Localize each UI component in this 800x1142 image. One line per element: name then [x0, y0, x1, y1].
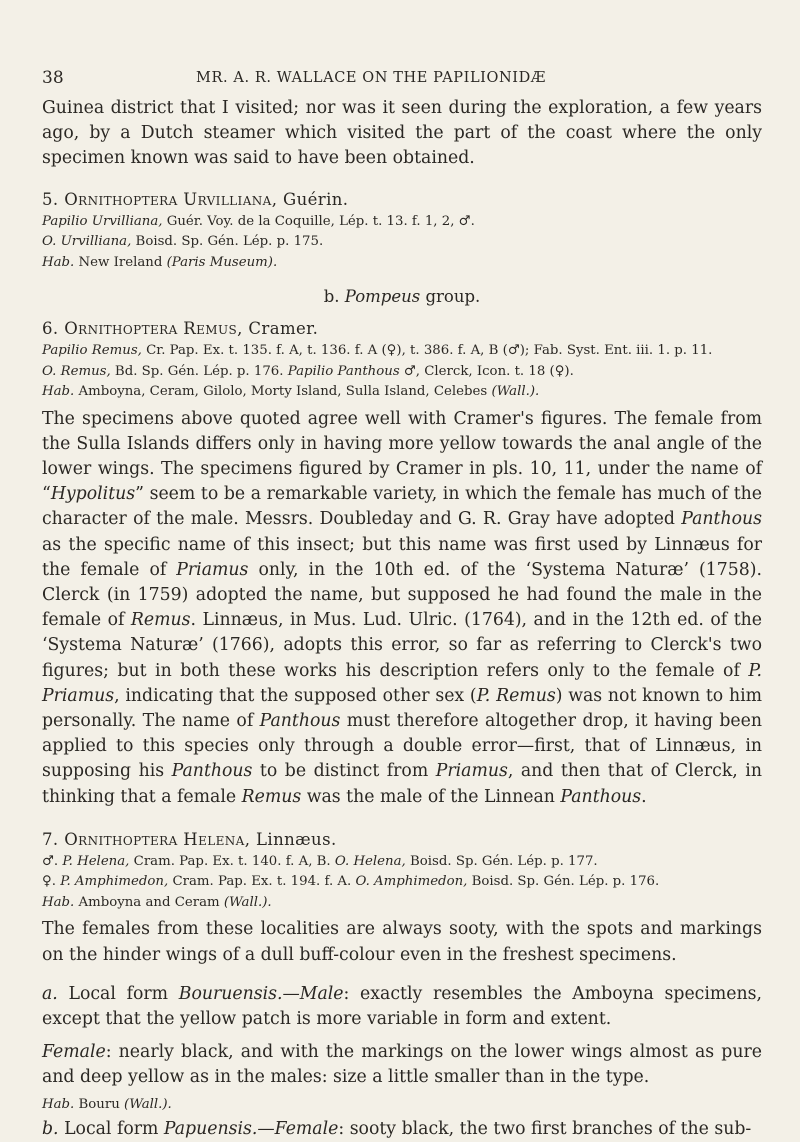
text-run: must therefore altogether drop, it having been applied to this species only through a double error—first, that of Linnæus, in supposing his: [42, 711, 762, 782]
text-run: only, in the 10th ed. of the ‘Systema Naturæ’ (1758). Clerck (in 1759) adopted the name, but supposed he had found the male in the female of: [42, 559, 762, 631]
species-name: Ornithoptera Remus,: [64, 319, 243, 339]
running-header: [42, 68, 762, 90]
group-suffix: group.: [425, 287, 481, 307]
habitat-line-bouru: [42, 1095, 762, 1116]
synonym-line: [42, 852, 762, 873]
female-label: Female: [42, 1042, 106, 1063]
page-number: 38: [42, 68, 64, 88]
taxon-name: Panthous: [171, 761, 253, 782]
taxon-name: P. Remus: [476, 685, 556, 706]
habitat-text: Amboyna and Ceram: [78, 894, 220, 910]
species-name: Ornithoptera Urvilliana,: [64, 189, 278, 209]
form-name: Papuensis.—Female: [163, 1119, 339, 1140]
form-text: : sooty black, the two first branches of the sub-: [338, 1119, 752, 1140]
habitat-label: Hab.: [42, 254, 75, 270]
intro-paragraph: Guinea district that I visited; nor was it seen during the exploration, a few years ago, by a Dutch steamer which visited the part of the coast where the only specimen known was said to have been obtained.: [42, 98, 762, 169]
taxon-name: Remus: [130, 610, 191, 631]
group-name: Pompeus: [344, 287, 421, 307]
taxon-name: Panthous: [259, 711, 341, 732]
synonym-reference: Boisd. Sp. Gén. Lép. p. 175.: [135, 234, 324, 250]
page-content: [42, 96, 762, 1142]
synonym-name: Papilio Panthous: [287, 363, 400, 379]
species-heading-remus: [42, 317, 762, 341]
taxon-name: P. Priamus: [42, 660, 762, 706]
species-number: 7.: [42, 829, 59, 849]
species-author: Cramer.: [248, 319, 319, 339]
local-form-papuensis: [42, 1117, 762, 1142]
synonym-reference: Cram. Pap. Ex. t. 194. f. A.: [172, 874, 352, 890]
taxon-name: Remus: [241, 786, 302, 807]
habitat-source: (Wall.).: [491, 384, 540, 400]
remus-discussion-paragraph: [42, 407, 762, 810]
species-number: 5.: [42, 189, 59, 209]
synonym-reference: Guér. Voy. de la Coquille, Lép. t. 13. f. 1, 2, ♂.: [166, 213, 475, 229]
text-run: , and then that of Clerck, in thinking that a female: [42, 761, 762, 807]
sex-symbol: ♀.: [42, 874, 56, 890]
text-run: . Linnæus, in Mus. Lud. Ulric. (1764), and in the 12th ed. of the ‘Systema Naturæ’ (1766), adopts this error, so far as referring to Clerck's two figures; but in both these works his description refers only to the female of: [42, 610, 762, 681]
species-author: Guérin.: [283, 189, 349, 209]
habitat-source: (Wall.).: [223, 894, 272, 910]
synonym-name: P. Helena,: [62, 853, 130, 869]
text-run: , indicating that the supposed other sex (: [114, 685, 477, 706]
habitat-line: [42, 253, 762, 274]
taxon-name: Hypolitus: [50, 484, 136, 505]
synonym-reference: Boisd. Sp. Gén. Lép. p. 177.: [410, 853, 598, 869]
species-heading-urvilliana: [42, 188, 762, 212]
synonym-name: O. Amphimedon,: [355, 874, 468, 890]
synonymy-urvilliana: [42, 212, 762, 274]
text-run: as the specific name of this insect; but this name was first used by Linnæus for the female of: [42, 534, 762, 580]
text-run: .: [641, 786, 647, 807]
habitat-label: Hab.: [42, 384, 75, 400]
group-heading-pompeus: [42, 285, 762, 309]
local-form-bouruensis: [42, 982, 762, 1032]
synonym-name: O. Urvilliana,: [42, 234, 132, 250]
habitat-text: Bouru: [78, 1096, 120, 1112]
species-heading-helena: [42, 828, 762, 852]
female-text: : nearly black, and with the markings on the lower wings almost as pure and deep yellow as in the males: size a little smaller than in the type.: [42, 1042, 762, 1088]
synonym-name: P. Amphimedon,: [60, 874, 169, 890]
synonym-name: O. Remus,: [42, 363, 111, 379]
synonym-reference: Cr. Pap. Ex. t. 135. f. A, t. 136. f. A (♀), t. 386. f. A, B (♂); Fab. Syst. Ent. iii. 1. p. 11.: [146, 343, 713, 359]
text-run: The specimens above quoted agree well with Cramer's figures. The female from the Sulla Islands differs only in having more yellow towards the anal angle of the lower wings. The specimens figured by Cramer in pls. 10, 11, under the name of “: [42, 408, 762, 505]
habitat-line: [42, 382, 762, 403]
form-intro: Local form: [68, 983, 169, 1004]
text-run: ” seem to be a remarkable variety, in which the female has much of the character of the male. Messrs. Doubleday and G. R. Gray have adopted: [42, 484, 762, 530]
female-description: [42, 1040, 762, 1090]
synonym-line: [42, 212, 762, 233]
taxon-name: Panthous: [681, 509, 762, 530]
form-name: Bouruensis.—Male: [178, 983, 344, 1004]
taxon-name: Priamus: [176, 559, 249, 580]
synonymy-remus: [42, 341, 762, 403]
synonym-reference: Cram. Pap. Ex. t. 140. f. A, B.: [133, 853, 331, 869]
habitat-label: Hab.: [42, 1096, 75, 1112]
habitat-source: (Paris Museum).: [166, 254, 278, 270]
taxon-name: Panthous: [560, 786, 642, 807]
form-label: a.: [42, 983, 58, 1004]
synonym-line: [42, 362, 762, 383]
species-number: 6.: [42, 319, 59, 339]
text-run: was the male of the Linnean: [301, 786, 561, 807]
habitat-text: New Ireland: [78, 254, 163, 270]
text-run: ) was not known to him personally. The name of: [42, 685, 763, 732]
synonym-name: Papilio Urvilliana,: [42, 213, 163, 229]
group-label: b.: [323, 287, 340, 307]
sex-symbol: ♂.: [42, 853, 59, 869]
running-title: MR. A. R. WALLACE ON THE PAPILIONIDÆ: [196, 70, 546, 86]
synonym-line: [42, 232, 762, 253]
synonym-line: [42, 872, 762, 893]
habitat-label: Hab.: [42, 894, 75, 910]
species-name: Ornithoptera Helena,: [64, 829, 251, 849]
synonym-name: O. Helena,: [334, 853, 406, 869]
text-run: to be distinct from: [252, 761, 436, 782]
habitat-text: Amboyna, Ceram, Gilolo, Morty Island, Sulla Island, Celebes: [78, 384, 488, 400]
synonymy-helena: [42, 852, 762, 914]
taxon-name: Priamus: [435, 761, 508, 782]
species-author: Linnæus.: [256, 829, 337, 849]
form-text: : exactly resembles the Amboyna specimens, except that the yellow patch is more variable in form and extent.: [42, 983, 762, 1029]
helena-paragraph: The females from these localities are always sooty, with the spots and markings on the hinder wings of a dull buff-colour even in the freshest specimens.: [42, 919, 762, 965]
synonym-line: [42, 341, 762, 362]
synonym-reference: ♂, Clerck, Icon. t. 18 (♀).: [403, 363, 574, 379]
form-intro: Local form: [64, 1119, 159, 1140]
habitat-line: [42, 893, 762, 914]
synonym-reference: Boisd. Sp. Gén. Lép. p. 176.: [471, 874, 660, 890]
synonym-name: Papilio Remus,: [42, 343, 142, 359]
habitat-source: (Wall.).: [124, 1096, 172, 1112]
synonym-reference: Bd. Sp. Gén. Lép. p. 176.: [114, 363, 284, 379]
form-label: b.: [42, 1119, 59, 1140]
